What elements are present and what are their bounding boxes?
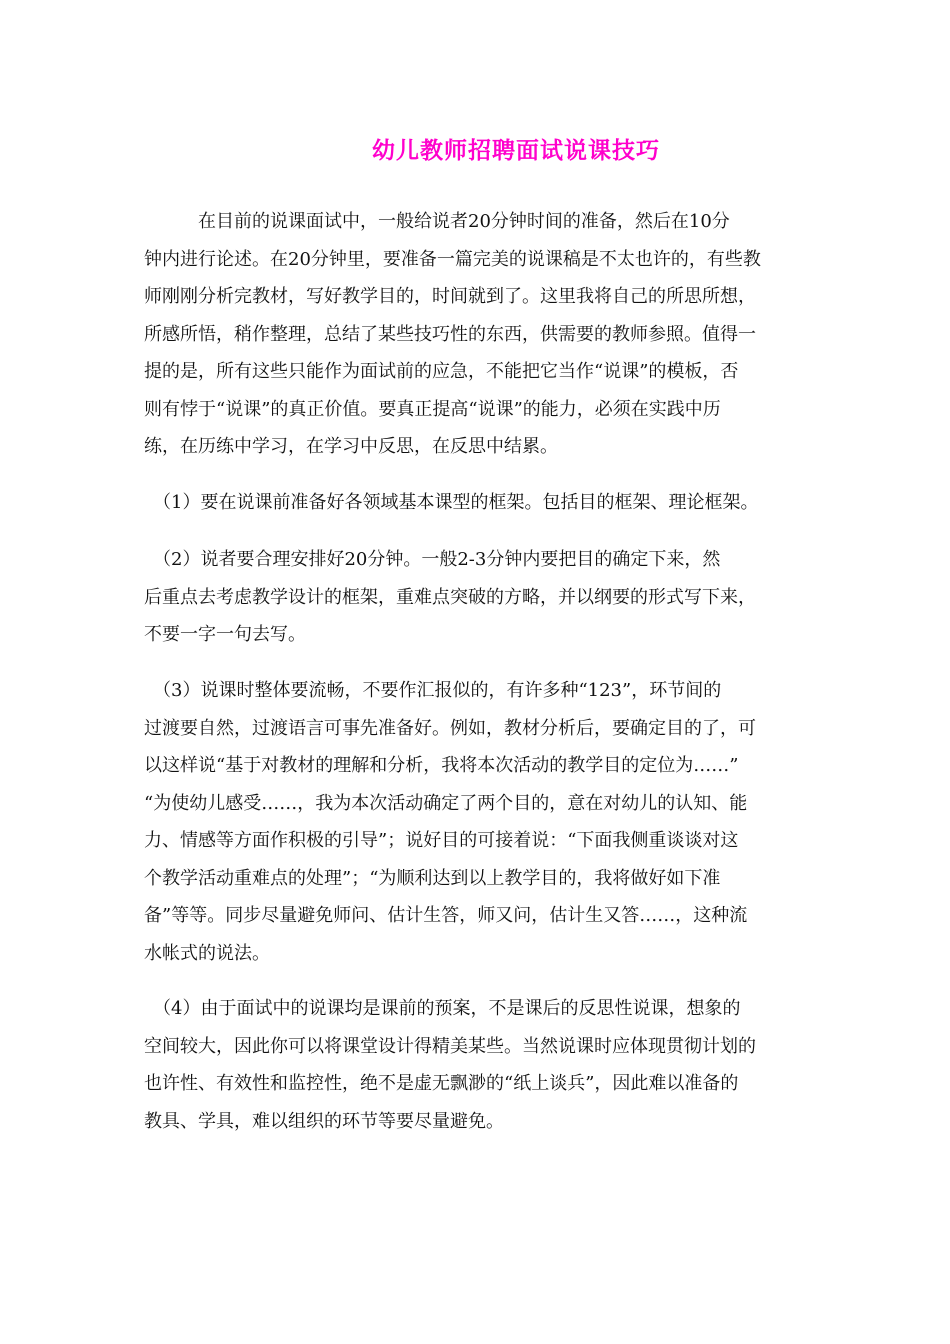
text-line: 后重点去考虑教学设计的框架，重难点突破的方略，并以纲要的形式写下来， <box>144 586 756 608</box>
text-line: 练，在历练中学习，在学习中反思，在反思中结累。 <box>144 436 558 457</box>
text-line: “为使幼儿感受……，我为本次活动确定了两个目的，意在对幼儿的认知、能 <box>144 792 748 814</box>
text-line: （3）说课时整体要流畅，不要作汇报似的，有许多种“123”，环节间的 <box>144 680 722 701</box>
paragraph-tip-2 <box>144 541 804 654</box>
text-line: （2）说者要合理安排好20分钟。一般2-3分钟内要把目的确定下来，然 <box>144 549 721 570</box>
text-line: 过渡要自然，过渡语言可事先准备好。例如，教材分析后，要确定目的了，可 <box>144 717 756 739</box>
text-line: 师刚刚分析完教材，写好教学目的，时间就到了。这里我将自己的所思所想， <box>144 286 756 307</box>
text-line: 以这样说“基于对教材的理解和分析，我将本次活动的教学目的定位为……” <box>144 755 739 776</box>
text-line: （4）由于面试中的说课均是课前的预案，不是课后的反思性说课，想象的 <box>144 998 741 1019</box>
text-line: （1）要在说课前准备好各领域基本课型的框架。包括目的框架、理论框架。 <box>144 492 759 513</box>
text-line: 在目前的说课面试中，一般给说者20分钟时间的准备，然后在10分 <box>144 211 730 232</box>
text-line: 不要一字一句去写。 <box>144 624 306 645</box>
text-line: 空间较大，因此你可以将课堂设计得精美某些。当然说课时应体现贯彻计划的 <box>144 1035 756 1057</box>
text-line: 个教学活动重难点的处理”；“为顺利达到以上教学目的，我将做好如下准 <box>144 867 721 889</box>
text-line: 所感所悟，稍作整理，总结了某些技巧性的东西，供需要的教师参照。值得一 <box>144 323 756 345</box>
paragraph-tip-3 <box>144 672 804 972</box>
text-line: 则有悖于“说课”的真正价值。要真正提高“说课”的能力，必须在实践中历 <box>144 398 721 420</box>
text-line: 钟内进行论述。在20分钟里，要准备一篇完美的说课稿是不太也许的，有些教 <box>144 248 761 270</box>
text-line: 提的是，所有这些只能作为面试前的应急，不能把它当作“说课”的模板，否 <box>144 361 739 382</box>
paragraph-intro <box>144 203 804 466</box>
text-line: 力、情感等方面作积极的引导”；说好目的可接着说：“下面我侧重谈谈对这 <box>144 830 739 851</box>
paragraph-tip-4 <box>144 990 804 1140</box>
text-line: 水帐式的说法。 <box>144 942 270 964</box>
document-title: 幼儿教师招聘面试说课技巧 <box>372 137 660 164</box>
paragraph-tip-1 <box>144 484 804 522</box>
text-line: 教具、学具，难以组织的环节等要尽量避免。 <box>144 1110 504 1132</box>
text-line: 也许性、有效性和监控性，绝不是虚无飘渺的“纸上谈兵”，因此难以准备的 <box>144 1073 739 1094</box>
text-line: 备”等等。同步尽量避免师问、估计生答，师又问，估计生又答……，这种流 <box>144 905 748 926</box>
